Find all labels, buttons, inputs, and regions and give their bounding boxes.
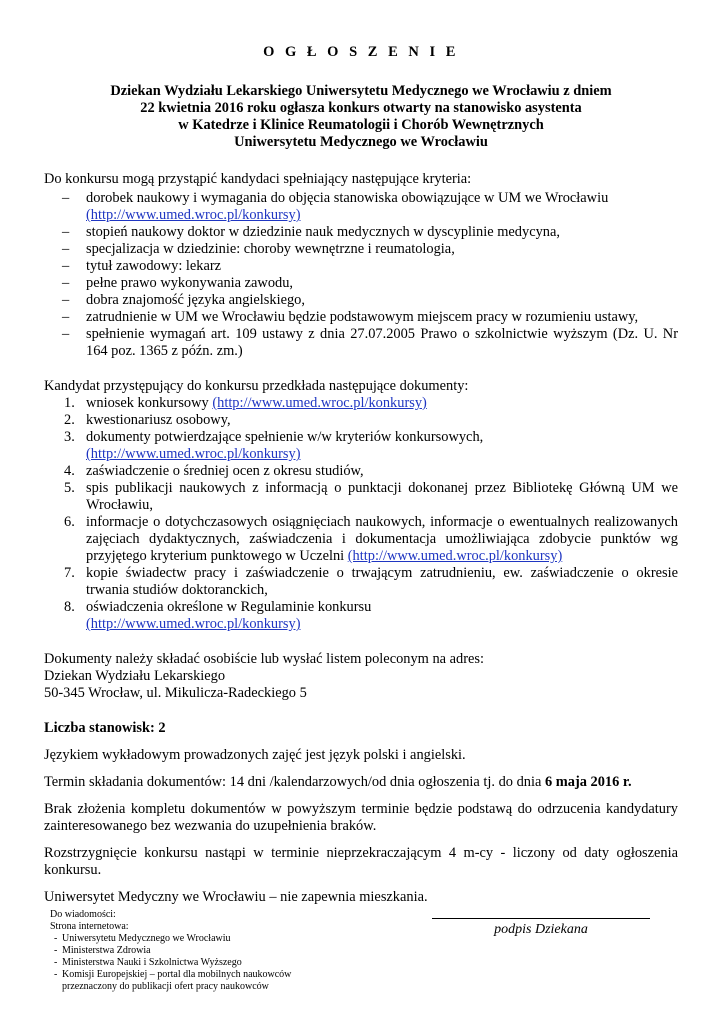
deadline-text: Termin składania dokumentów: 14 dni /kalendarzowych/od dnia ogłoszenia tj. do dnia — [44, 774, 542, 790]
heading-line: w Katedrze i Klinice Reumatologii i Chorób Wewnętrznych — [178, 117, 544, 133]
item-number: 8. — [64, 599, 75, 615]
list-item: – stopień naukowy doktor w dziedzinie nauk medycznych w dyscyplinie medycyna, — [44, 224, 678, 241]
konkursy-link[interactable]: (http://www.umed.wroc.pl/konkursy) — [212, 395, 427, 411]
heading-line: 22 kwietnia 2016 roku ogłasza konkurs otwarty na stanowisko asystenta — [140, 100, 582, 116]
heading-line: Uniwersytetu Medycznego we Wrocławiu — [234, 134, 488, 150]
konkursy-link[interactable]: (http://www.umed.wroc.pl/konkursy) — [86, 616, 301, 632]
konkursy-link[interactable]: (http://www.umed.wroc.pl/konkursy) — [86, 446, 301, 462]
list-item: – zatrudnienie w UM we Wrocławiu będzie podstawowym miejscem pracy w rozumieniu ustawy, — [44, 309, 678, 326]
missing-docs-info: Brak złożenia kompletu dokumentów w powyższym terminie będzie podstawą do odrzucenia kandydatury zainteresowanego bez wezwania do uzupełnienia braków. — [44, 801, 678, 834]
signature-line — [432, 918, 650, 919]
list-item: – dobra znajomość języka angielskiego, — [44, 292, 678, 309]
footer-list — [50, 933, 322, 993]
list-item: - Uniwersytetu Medycznego we Wrocławiu — [50, 933, 322, 945]
item-number: 2. — [64, 412, 75, 428]
signature-label: podpis Dziekana — [494, 922, 588, 937]
document-text: zaświadczenie o średniej ocen z okresu studiów, — [86, 463, 364, 479]
address-block — [44, 651, 678, 702]
document-text: kwestionariusz osobowy, — [86, 412, 231, 428]
list-item — [44, 395, 678, 412]
resolution-info: Rozstrzygnięcie konkursu nastąpi w terminie nieprzekraczającym 4 m-cy - liczony od daty ogłoszenia konkursu. — [44, 845, 678, 878]
heading-line: Dziekan Wydziału Lekarskiego Uniwersytetu Medycznego we Wrocławiu z dniem — [110, 83, 612, 99]
list-item — [44, 599, 678, 633]
document-text: kopie świadectw pracy i zaświadczenie o trwającym zatrudnieniu, ew. zaświadczenie o okresie trwania studiów doktoranckich, — [86, 565, 678, 598]
list-item: – spełnienie wymagań art. 109 ustawy z dnia 27.07.2005 Prawo o szkolnictwie wyższym (Dz. U. Nr 164 poz. 1365 z późn. zm.) — [44, 326, 678, 360]
list-item — [44, 190, 678, 224]
criteria-text: dorobek naukowy i wymagania do objęcia stanowiska obowiązujące w UM we Wrocławiu — [86, 190, 609, 206]
item-number: 3. — [64, 429, 75, 445]
address-line: Dziekan Wydziału Lekarskiego — [44, 668, 226, 684]
list-item — [44, 429, 678, 463]
list-item: – tytuł zawodowy: lekarz — [44, 258, 678, 275]
list-item — [44, 412, 678, 429]
positions-count: Liczba stanowisk: 2 — [44, 720, 166, 736]
list-item: - Ministerstwa Nauki i Szkolnictwa Wyższego — [50, 957, 322, 969]
document-text: spis publikacji naukowych z informacją o punktacji dokonanej przez Bibliotekę Główną UM we Wrocławiu, — [86, 480, 678, 513]
address-line: 50-345 Wrocław, ul. Mikulicza-Radeckiego 5 — [44, 685, 307, 701]
housing-info: Uniwersytet Medyczny we Wrocławiu – nie zapewnia mieszkania. — [44, 889, 428, 905]
document-text: oświadczenia określone w Regulaminie konkursu — [86, 599, 372, 615]
konkursy-link[interactable]: (http://www.umed.wroc.pl/konkursy) — [86, 207, 301, 223]
address-line: Dokumenty należy składać osobiście lub wysłać listem poleconym na adres: — [44, 651, 484, 667]
document-text: wniosek konkursowy — [86, 395, 209, 411]
list-item: – pełne prawo wykonywania zawodu, — [44, 275, 678, 292]
announcement-heading — [44, 83, 678, 151]
item-number: 4. — [64, 463, 75, 479]
item-number: 1. — [64, 395, 75, 411]
footer-notice: Do wiadomości: — [50, 909, 116, 920]
announcement-page — [44, 38, 678, 906]
documents-list — [44, 395, 678, 633]
konkursy-link[interactable]: (http://www.umed.wroc.pl/konkursy) — [347, 548, 563, 564]
list-item — [44, 514, 678, 565]
list-item — [44, 480, 678, 514]
page-title: O G Ł O S Z E N I E — [263, 44, 459, 60]
item-number: 7. — [64, 565, 75, 581]
document-text: informacje o dotychczasowych osiągnięciach naukowych, informacje o ewentualnych realizowanych zajęciach dydaktycznych, zaświadczenia i dokumentacja umożliwiająca zdobycie punktów wg przyjętego kryterium punktowego w Uczelni — [86, 514, 678, 564]
distribution-footer — [50, 909, 322, 993]
criteria-intro: Do konkursu mogą przystąpić kandydaci spełniający następujące kryteria: — [44, 171, 472, 187]
list-item: – specjalizacja w dziedzinie: choroby wewnętrzne i reumatologia, — [44, 241, 678, 258]
documents-intro: Kandydat przystępujący do konkursu przedkłada następujące dokumenty: — [44, 378, 469, 394]
list-item — [44, 463, 678, 480]
language-info: Językiem wykładowym prowadzonych zajęć jest język polski i angielski. — [44, 747, 466, 763]
list-item — [44, 565, 678, 599]
deadline-date: 6 maja 2016 r. — [544, 774, 632, 790]
list-item: - Komisji Europejskiej – portal dla mobilnych naukowców przeznaczony do publikacji ofert pracy naukowców — [50, 969, 322, 993]
deadline-info — [44, 774, 678, 791]
item-number: 5. — [64, 480, 75, 496]
document-text: dokumenty potwierdzające spełnienie w/w kryteriów konkursowych, — [86, 429, 484, 445]
footer-website: Strona internetowa: — [50, 921, 129, 932]
criteria-list — [44, 190, 678, 360]
item-number: 6. — [64, 514, 75, 530]
list-item: - Ministerstwa Zdrowia — [50, 945, 322, 957]
